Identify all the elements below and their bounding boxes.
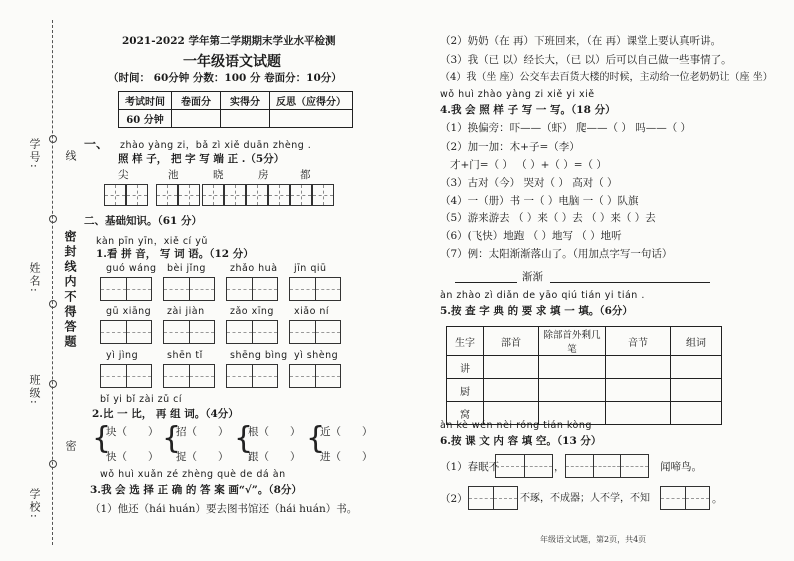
dict-answer-cell[interactable] [539,356,606,379]
poem-answer-box[interactable] [495,454,553,478]
compare-close: ） [148,451,159,463]
sample-char: 池 [168,169,179,181]
word-pinyin: shēng bìng [230,350,288,361]
score-header: 卷面分 [172,92,221,110]
paper-title: 一年级语文试题 [183,54,281,70]
q6-1-end: 闻啼鸟。 [660,461,702,473]
compare-close: ） [290,451,301,463]
binding-hole [49,215,57,223]
compare-char: 根（ [248,426,269,438]
dict-header: 组词 [671,327,722,356]
score-header: 实得分 [221,92,270,110]
word-answer-box[interactable] [100,277,152,301]
sentence-line-right[interactable] [550,282,710,283]
q3-title: 3.我 会 选 择 正 确 的 答 案 画“√”。（8分） [90,484,302,496]
sample-char: 房 [258,169,269,181]
line-mark: 线 [64,150,77,163]
dict-header: 音节 [606,327,671,356]
school-label: 学校: [28,488,41,520]
q6-title: 6.按 课 文 内 容 填 空。（13 分） [440,435,602,447]
q4-item-2b: 才+门=（ ） （ ）+（ ）=（ ） [450,159,607,171]
word-pinyin: jīn qiū [294,263,327,274]
word-answer-box[interactable] [226,320,278,344]
dict-header: 生字 [447,327,484,356]
compare-char: 招（ [176,426,197,438]
sample-char: 都 [300,169,311,181]
writing-grid[interactable] [156,184,178,206]
q1-title: 1.看 拼 音， 写 词 语。（12 分） [96,248,254,260]
dict-char: 讲 [447,356,484,379]
q5-pinyin: àn zhào zì diǎn de yāo qiú tián yi tián . [440,290,645,301]
score-header: 反思（应得分） [270,92,353,110]
sec1-title: 照 样 子， 把 字 写 端 正 .（5分） [118,153,285,165]
compare-char: 快（ [106,451,127,463]
student-no-label: 学号: [28,138,41,170]
compare-close: ） [148,426,159,438]
compare-char: 近（ [320,426,341,438]
q6-2-end: 。 [712,493,723,505]
word-answer-box[interactable] [289,364,341,388]
writing-grid[interactable] [312,184,334,206]
dict-answer-cell[interactable] [671,356,722,379]
word-answer-box[interactable] [226,364,278,388]
brace-icon: { [306,421,326,456]
word-pinyin: zǎo xīng [230,306,274,317]
binding-hole [49,135,57,143]
binding-hole [49,460,57,468]
q3-item-4: （4）我（坐 座）公交车去百货大楼的时候，主动给一位老奶奶让（座 坐） [440,72,773,83]
word-pinyin: xiǎo ní [294,306,330,317]
binding-hole [49,300,57,308]
score-cell-input[interactable] [221,110,270,128]
seal-notice: 密封线内不得答题 [63,230,77,350]
seal-mark: 密 [64,440,77,453]
q6-1-comma: ， [554,461,565,473]
compare-char: 块（ [106,426,127,438]
q1-pinyin: kàn pīn yīn，xiě cí yǔ [96,236,208,247]
word-answer-box[interactable] [100,364,152,388]
compare-close: ） [362,426,373,438]
q4-pinyin: wǒ huì zhào yàng zi xiě yi xiě [440,89,595,100]
q3-item-3: （3）我（已 以）经长大，（已 以）后可以自己做一些事情了。 [440,54,732,66]
brace-icon: { [234,421,254,456]
writing-grid[interactable] [126,184,148,206]
word-answer-box[interactable] [163,364,215,388]
brace-icon: { [92,421,112,456]
writing-grid[interactable] [246,184,268,206]
q4-item-7: （7）例：太阳渐渐落山了。（用加点字写一句话） [440,248,673,260]
score-table [118,91,353,128]
proverb-answer-box[interactable] [660,486,710,510]
score-cell-input[interactable] [172,110,221,128]
q4-item-6: （6）(飞快）地跑 （ ）地写 （ ）地听 [440,230,622,242]
word-answer-box[interactable] [289,277,341,301]
sec1-number: 一、 [84,137,109,151]
word-pinyin: yì shèng [294,350,339,361]
word-answer-box[interactable] [163,277,215,301]
writing-grid[interactable] [178,184,200,206]
exam-title: 2021-2022 学年第二学期期末学业水平检测 [122,35,336,47]
sentence-line-left[interactable] [455,282,517,283]
dict-answer-cell[interactable] [671,402,722,425]
q6-2-middle: 不琢，不成器；人不学，不知 [520,493,650,504]
word-answer-box[interactable] [289,320,341,344]
compare-close: ） [362,451,373,463]
dict-char: 厨 [447,379,484,402]
dict-answer-cell[interactable] [606,356,671,379]
sample-char: 尖 [118,169,129,181]
poem-answer-box[interactable] [565,454,649,478]
word-pinyin: zhǎo huà [230,263,278,274]
sec2-title: 二、基础知识。（61 分） [84,215,203,227]
compare-char: 跟（ [248,451,269,463]
q4-item-1: （1）换偏旁：吓——（虾） 爬——（ ） 吗——（ ） [440,122,692,134]
word-pinyin: yì jìng [106,350,139,361]
compare-close: ） [290,426,301,438]
page-footer: 年级语文试题，第2页，共4页 [540,535,647,544]
exam-info: （时间： 60分钟 分数：100 分 卷面分：10分） [108,72,342,84]
word-pinyin: shēn tǐ [167,350,203,361]
word-pinyin: zài jiàn [167,306,205,317]
q5-title: 5.按 查 字 典 的 要 求 填 一 填。（6分） [440,305,633,317]
writing-grid[interactable] [224,184,246,206]
brace-icon: { [162,421,182,456]
q6-2-start: （2） [440,493,468,505]
q3-pinyin: wǒ huì xuǎn zé zhèng què de dá àn [100,469,286,480]
score-cell-input[interactable] [270,110,353,128]
writing-grid[interactable] [268,184,290,206]
word-pinyin: guó wáng [106,263,157,274]
word-answer-box[interactable] [226,277,278,301]
dict-answer-cell[interactable] [606,379,671,402]
sample-char: 晓 [213,169,224,181]
q4-item-5: （5）游来游去 （ ）来（ ）去 （ ）来（ ）去 [440,212,656,224]
word-pinyin: bèi jǐng [167,263,206,274]
example-word: 渐渐 [522,271,543,283]
writing-grid[interactable] [202,184,224,206]
word-answer-box[interactable] [163,320,215,344]
compare-char: 进（ [320,451,341,463]
word-pinyin: gū xiāng [106,306,152,317]
q2-title: 2.比 一 比， 再 组 词。（4分） [92,408,239,420]
q3-item-2: （2）奶奶（在 再）下班回来，（在 再）课堂上要认真听讲。 [440,35,722,47]
dict-answer-cell[interactable] [539,379,606,402]
dict-answer-cell[interactable] [671,379,722,402]
q4-item-4: （4）一（册）书 一（ ）电脑 一（ ）队旗 [440,195,639,207]
score-header: 考试时间 [119,92,172,110]
dict-answer-cell[interactable] [484,356,539,379]
dict-char: 窝 [447,402,484,425]
dict-header: 部首 [484,327,539,356]
q4-item-2: （2）加一加：木+子=（李） [440,141,580,153]
compare-close: ） [218,426,229,438]
dict-answer-cell[interactable] [606,402,671,425]
writing-grid[interactable] [290,184,312,206]
dictionary-table [446,326,722,425]
dict-header: 除部首外剩几笔 [539,327,606,356]
sec1-pinyin: zhào yàng zi，bǎ zì xiě duān zhèng . [120,140,312,151]
compare-char: 捉（ [176,451,197,463]
name-label: 姓名: [28,262,41,294]
class-label: 班级: [28,374,41,406]
dict-answer-cell[interactable] [484,379,539,402]
word-answer-box[interactable] [100,320,152,344]
q6-1-start: （1）春眠不 [440,461,500,473]
compare-close: ） [218,451,229,463]
proverb-answer-box[interactable] [468,486,518,510]
q3-item-1: （1）他还（hái huán）要去图书馆还（hái huán）书。 [90,503,358,515]
q4-item-3: （3）古对（今） 哭对（ ） 高对（ ） [440,177,618,189]
q6-pinyin: àn kè wén nèi róng tián kòng [440,420,592,431]
score-cell: 60 分钟 [119,110,172,128]
writing-grid[interactable] [104,184,126,206]
binding-hole [49,380,57,388]
q4-title: 4.我 会 照 样 子 写 一 写。（18 分） [440,104,616,116]
q2-pinyin: bǐ yi bǐ zài zǔ cí [100,394,183,405]
